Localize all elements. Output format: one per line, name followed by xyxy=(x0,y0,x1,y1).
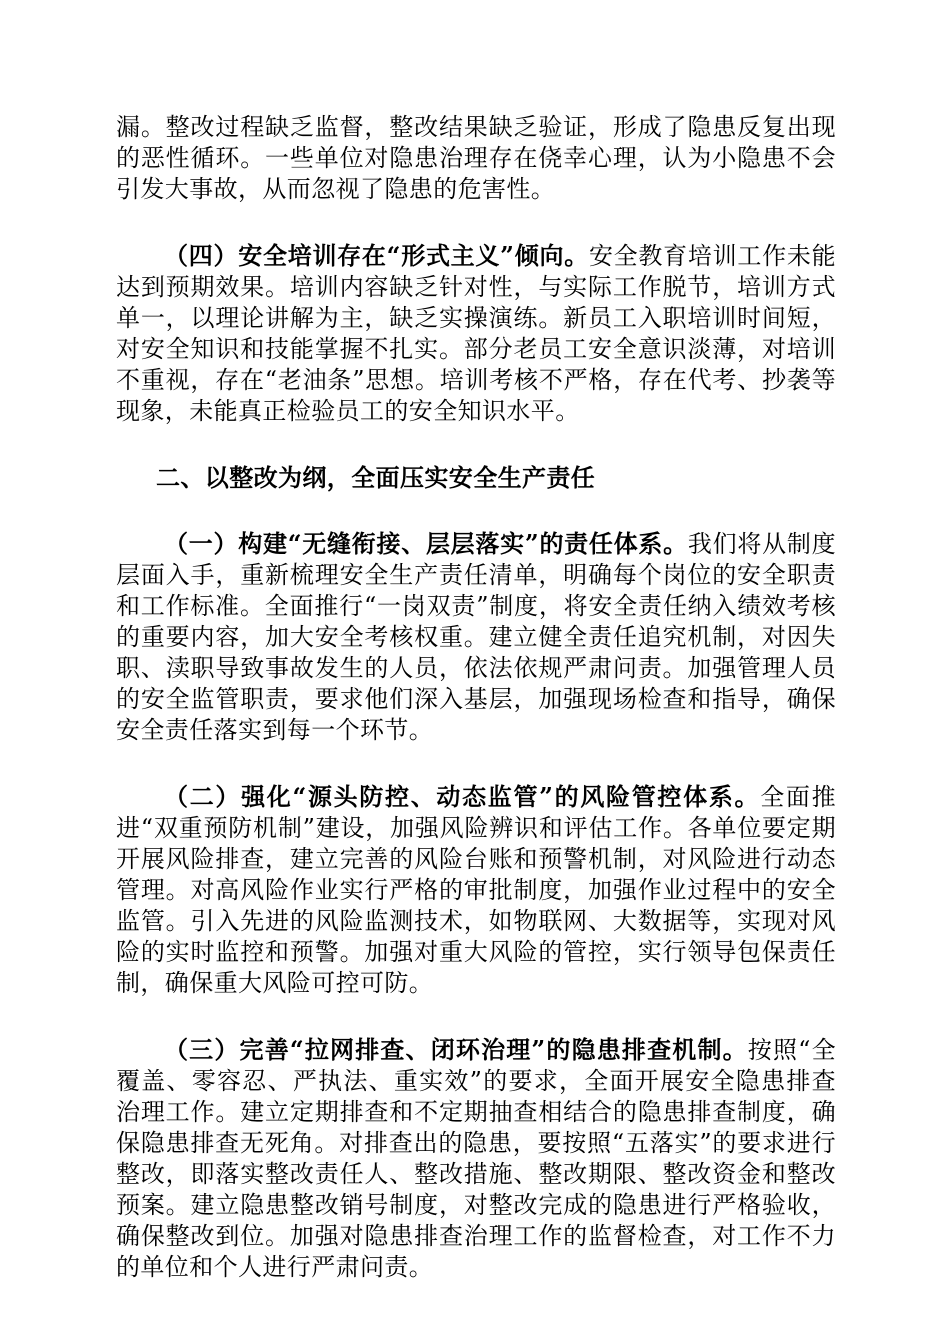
paragraph-text: 我们将从制度层面入手，重新梳理安全生产责任清单，明确每个岗位的安全职责和工作标准。全面推行“一岗双责”制度，将安全责任纳入绩效考核的重要内容，加大安全考核权重。建立健全责任追究机制，对因失职、渎职导致事故发生的人员，依法依规严肃问责。加强管理人员的安全监管职责，要求他们深入基层，加强现场检查和指导，确保安全责任落实到每一个环节。 xyxy=(116,530,836,744)
paragraph-responsibility xyxy=(116,528,836,746)
paragraph-training xyxy=(116,240,836,427)
paragraph-risk-control xyxy=(116,781,836,999)
paragraph-text: 安全教育培训工作未能达到预期效果。培训内容缺乏针对性，与实际工作脱节，培训方式单一，以理论讲解为主，缺乏实操演练。新员工入职培训时间短，对安全知识和技能掌握不扎实。部分老员工安全意识淡薄，对培训不重视，存在“老油条”思想。培训考核不严格，存在代考、抄袭等现象，未能真正检验员工的安全知识水平。 xyxy=(116,242,836,425)
paragraph-continuation xyxy=(116,112,836,205)
section-heading: 二、以整改为纲，全面压实安全生产责任 xyxy=(156,463,596,492)
paragraph-text: 按照“全覆盖、零容忍、严执法、重实效”的要求，全面开展安全隐患排查治理工作。建立定期排查和不定期抽查相结合的隐患排查制度，确保隐患排查无死角。对排查出的隐患，要按照“五落实”的要求进行整改，即落实整改责任人、整改措施、整改期限、整改资金和整改预案。建立隐患整改销号制度，对整改完成的隐患进行严格验收，确保整改到位。加强对隐患排查治理工作的监督检查，对工作不力的单位和个人进行严肃问责。 xyxy=(116,1036,836,1281)
paragraph-text: 漏。整改过程缺乏监督，整改结果缺乏验证，形成了隐患反复出现的恶性循环。一些单位对隐患治理存在侥幸心理，认为小隐患不会引发大事故，从而忽视了隐患的危害性。 xyxy=(116,113,836,203)
paragraph-lead: （二）强化“源头防控、动态监管”的风险管控体系。 xyxy=(164,782,761,811)
paragraph-hazard-check xyxy=(116,1034,836,1283)
paragraph-lead: （一）构建“无缝衔接、层层落实”的责任体系。 xyxy=(164,529,688,558)
document-page xyxy=(116,112,836,1318)
paragraph-text: 全面推进“双重预防机制”建设，加强风险辨识和评估工作。各单位要定期开展风险排查，建立完善的风险台账和预警机制，对风险进行动态管理。对高风险作业实行严格的审批制度，加强作业过程中的安全监管。引入先进的风险监测技术，如物联网、大数据等，实现对风险的实时监控和预警。加强对重大风险的管控，实行领导包保责任制，确保重大风险可控可防。 xyxy=(116,783,836,997)
paragraph-lead: （四）安全培训存在“形式主义”倾向。 xyxy=(164,241,589,270)
paragraph-lead: （三）完善“拉网排查、闭环治理”的隐患排查机制。 xyxy=(164,1035,748,1064)
